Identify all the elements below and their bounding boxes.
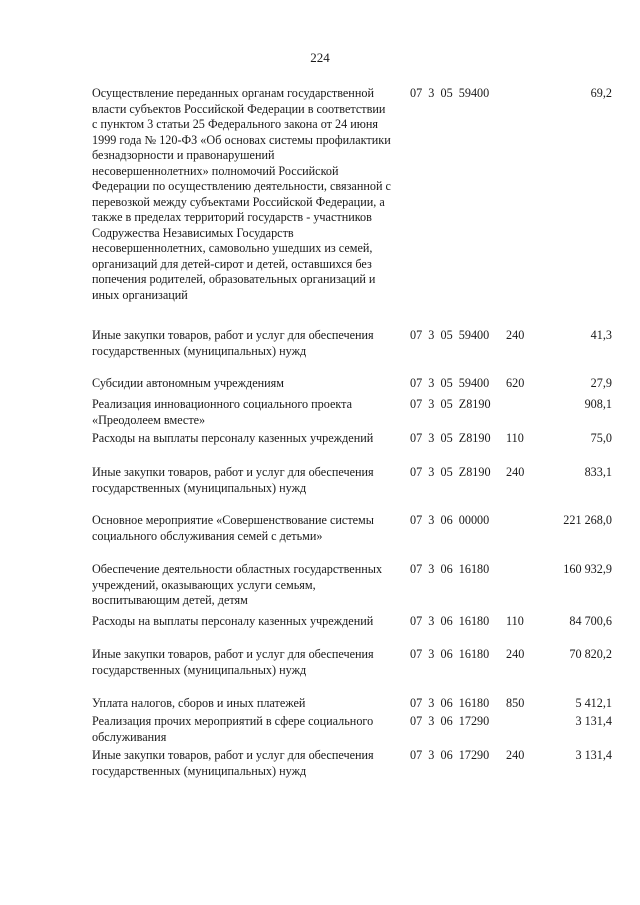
row-description: Основное мероприятие «Совершенствование системы социального обслуживания семей с детьми» [92, 513, 374, 543]
row-amount: 27,9 [590, 376, 612, 390]
row-description: Иные закупки товаров, работ и услуг для обеспечения государственных (муниципальных) нужд [92, 748, 374, 778]
row-amount: 833,1 [584, 465, 612, 479]
row-description: Осуществление переданных органам государственной власти субъектов Российской Федерации в соответствии с пунктом 3 статьи 25 Федерального закона от 24 июня 1999 года № 120-ФЗ «Об основах системы профилактики безнадзорности и правонарушений несовершеннолетних» полномочий Российской Федерации по осуществлению деятельности, связанной с перевозкой между субъектами Российской Федерации, а также в пределах территорий государств - участников Содружества Независимых Государств несовершеннолетних, самовольно ушедших из семей, организаций для детей-сирот и детей, оставшихся без попечения родителей, образовательных организаций и иных организаций [92, 86, 391, 302]
row-amount: 160 932,9 [563, 562, 612, 576]
row-amount: 3 131,4 [575, 748, 612, 762]
row-amount: 41,3 [590, 328, 612, 342]
row-code: 07 3 06 16180 [410, 696, 490, 710]
row-expense-type: 850 [506, 696, 525, 710]
row-description: Иные закупки товаров, работ и услуг для обеспечения государственных (муниципальных) нужд [92, 647, 374, 677]
row-expense-type: 240 [506, 328, 525, 342]
row-amount: 69,2 [590, 86, 612, 100]
row-description: Иные закупки товаров, работ и услуг для обеспечения государственных (муниципальных) нужд [92, 328, 374, 358]
row-code: 07 3 06 16180 [410, 647, 490, 661]
row-description: Расходы на выплаты персоналу казенных учреждений [92, 614, 374, 628]
row-amount: 5 412,1 [575, 696, 612, 710]
row-amount: 908,1 [584, 397, 612, 411]
row-description: Обеспечение деятельности областных государственных учреждений, оказывающих услуги семьям, воспитывающим детей, детям [92, 562, 383, 607]
row-code: 07 3 05 Z8190 [410, 397, 491, 411]
row-code: 07 3 06 00000 [410, 513, 490, 527]
row-amount: 3 131,4 [575, 714, 612, 728]
row-code: 07 3 05 59400 [410, 328, 490, 342]
row-expense-type: 240 [506, 748, 525, 762]
row-code: 07 3 06 16180 [410, 614, 490, 628]
page-number: 224 [310, 50, 330, 65]
row-code: 07 3 05 Z8190 [410, 431, 491, 445]
row-amount: 75,0 [590, 431, 612, 445]
row-expense-type: 240 [506, 647, 525, 661]
row-expense-type: 620 [506, 376, 525, 390]
row-description: Расходы на выплаты персоналу казенных учреждений [92, 431, 374, 445]
row-description: Реализация инновационного социального проекта «Преодолеем вместе» [92, 397, 353, 427]
row-code: 07 3 06 17290 [410, 714, 490, 728]
row-description: Иные закупки товаров, работ и услуг для обеспечения государственных (муниципальных) нужд [92, 465, 374, 495]
row-description: Уплата налогов, сборов и иных платежей [92, 696, 306, 710]
row-amount: 70 820,2 [569, 647, 612, 661]
row-code: 07 3 05 59400 [410, 376, 490, 390]
row-expense-type: 110 [506, 431, 524, 445]
row-amount: 84 700,6 [569, 614, 612, 628]
row-code: 07 3 05 Z8190 [410, 465, 491, 479]
row-code: 07 3 06 16180 [410, 562, 490, 576]
row-code: 07 3 05 59400 [410, 86, 490, 100]
row-description: Субсидии автономным учреждениям [92, 376, 284, 390]
row-description: Реализация прочих мероприятий в сфере социального обслуживания [92, 714, 374, 744]
row-expense-type: 240 [506, 465, 525, 479]
row-code: 07 3 06 17290 [410, 748, 490, 762]
row-amount: 221 268,0 [563, 513, 612, 527]
row-expense-type: 110 [506, 614, 524, 628]
